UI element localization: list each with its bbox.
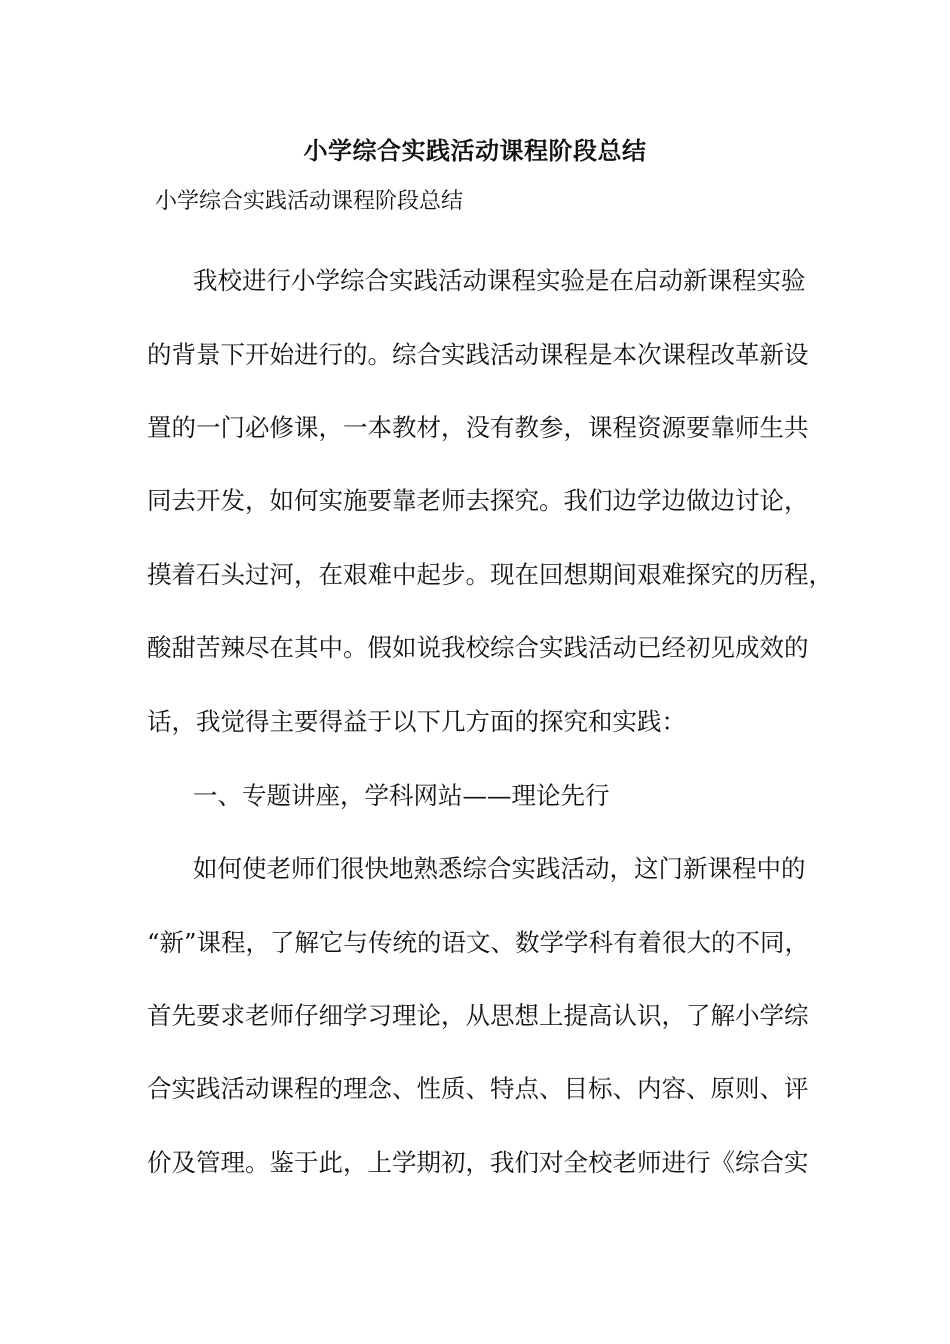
paragraph-line: 话，我觉得主要得益于以下几方面的探究和实践： bbox=[147, 707, 686, 736]
paragraph-line: 的背景下开始进行的。综合实践活动课程是本次课程改革新设 bbox=[147, 340, 809, 369]
document-title: 小学综合实践活动课程阶段总结 bbox=[303, 136, 647, 165]
paragraph-line: 合实践活动课程的理念、性质、特点、目标、内容、原则、评 bbox=[147, 1074, 809, 1103]
paragraph-line: “新”课程，了解它与传统的语文、数学学科有着很大的不同， bbox=[147, 928, 810, 957]
paragraph-line: 同去开发，如何实施要靠老师去探究。我们边学边做边讨论， bbox=[147, 486, 809, 515]
paragraph-line: 酸甜苦辣尽在其中。假如说我校综合实践活动已经初见成效的 bbox=[147, 633, 809, 662]
paragraph-line: 首先要求老师仔细学习理论，从思想上提高认识，了解小学综 bbox=[147, 1001, 809, 1030]
paragraph-line: 如何使老师们很快地熟悉综合实践活动，这门新课程中的 bbox=[193, 854, 806, 883]
paragraph-line: 我校进行小学综合实践活动课程实验是在启动新课程实验 bbox=[193, 266, 806, 295]
paragraph-line: 摸着石头过河，在艰难中起步。现在回想期间艰难探究的历程， bbox=[147, 560, 833, 589]
paragraph-line: 置的一门必修课，一本教材，没有教参，课程资源要靠师生共 bbox=[147, 413, 809, 442]
paragraph-line: 价及管理。鉴于此，上学期初，我们对全校老师进行《综合实 bbox=[147, 1148, 809, 1177]
section-heading: 一、专题讲座，学科网站——理论先行 bbox=[193, 781, 610, 810]
document-subtitle: 小学综合实践活动课程阶段总结 bbox=[155, 189, 464, 214]
